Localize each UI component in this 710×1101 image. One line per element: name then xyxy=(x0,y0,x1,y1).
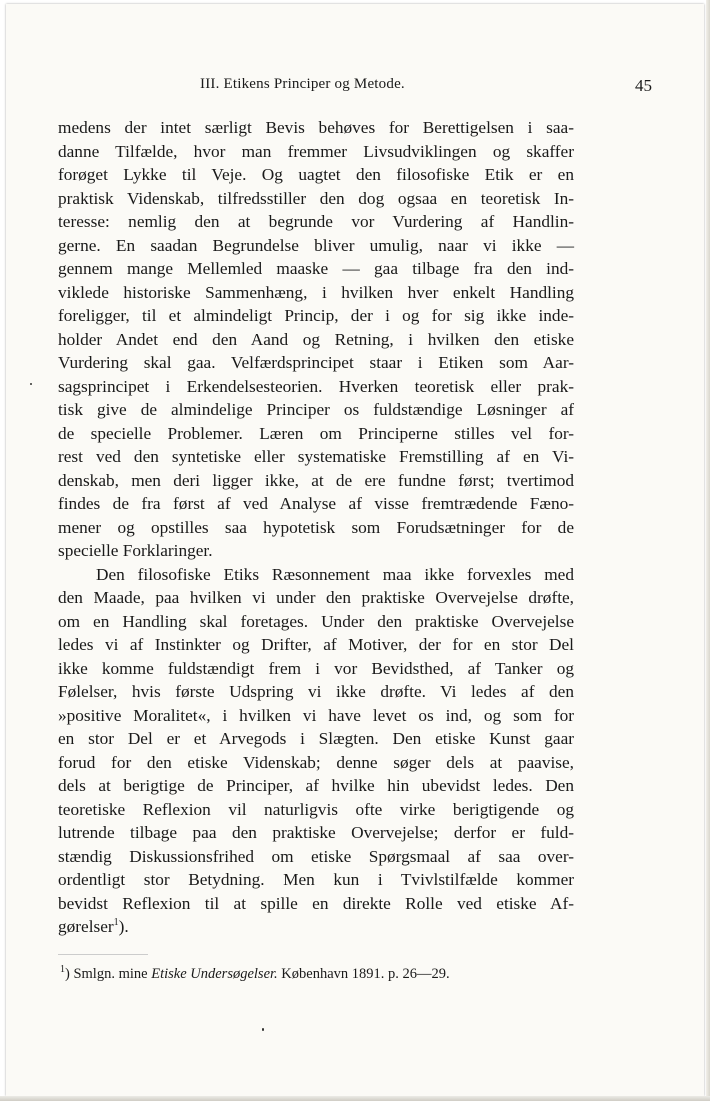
text-line: gennem mange Mellemled maaske — gaa tilbage fra den ind- xyxy=(58,259,574,278)
footnote xyxy=(60,966,450,983)
text-line: forøget Lykke til Veje. Og uagtet den filosofiske Etik er en xyxy=(58,165,574,184)
text-line: praktisk Videnskab, tilfredsstiller den dog ogsaa en teoretisk In- xyxy=(58,188,574,208)
footnote-ref: 1 xyxy=(113,917,119,929)
page-edge-bottom xyxy=(0,1096,710,1101)
body-text xyxy=(58,116,574,939)
text-line: Den filosofiske Etiks Ræsonnement maa ikke forvexles med xyxy=(96,564,574,584)
text-line: ledes vi af Instinkter og Drifter, af Motiver, der for en stor Del xyxy=(58,635,574,654)
text-line: bevidst Reflexion til at spille en direkte Rolle ved etiske Af- xyxy=(58,893,574,913)
text-line: de specielle Problemer. Læren om Principerne stilles vel for- xyxy=(58,423,574,443)
text-line: en stor Del er et Arvegods i Slægten. Den etiske Kunst gaar xyxy=(58,729,574,748)
text-line: mener og opstilles saa hypotetisk som Forudsætninger for de xyxy=(58,517,574,537)
text-line: danne Tilfælde, hvor man fremmer Livsudviklingen og skaffer xyxy=(58,141,574,161)
text-line: »positive Moralitet«, i hvilken vi have levet os ind, og som for xyxy=(58,705,574,725)
text-line: om en Handling skal foretages. Under den praktiske Overvejelse xyxy=(58,611,574,631)
text-line: teoretiske Reflexion vil naturligvis ofte virke berigtigende og xyxy=(58,799,574,819)
text-line: den Maade, paa hvilken vi under den praktiske Overvejelse drøfte, xyxy=(58,588,574,607)
text-line: rest ved den syntetiske eller systematiske Fremstilling af en Vi- xyxy=(58,447,574,466)
text-line: findes de fra først af ved Analyse af visse fremtrædende Fæno- xyxy=(58,494,574,513)
text-line-content: gørelser xyxy=(58,917,114,936)
text-line: gerne. En saadan Begrundelse bliver umulig, naar vi ikke — xyxy=(58,235,574,255)
text-line: forud for den etiske Videnskab; denne søger dels at paavise, xyxy=(58,752,574,772)
text-line: stændig Diskussionsfrihed om etiske Spørgsmaal af saa over- xyxy=(58,846,574,866)
footnote-prefix: Smlgn. mine xyxy=(73,966,152,982)
text-line: teresse: nemlig den at begrunde vor Vurdering af Handlin- xyxy=(58,212,574,231)
text-line: foreligger, til et almindeligt Princip, der i og for sig ikke inde- xyxy=(58,306,574,325)
text-line: viklede historiske Sammenhæng, i hvilken hver enkelt Handling xyxy=(58,282,574,302)
footnote-marker: 1 xyxy=(60,964,65,976)
page-number: 45 xyxy=(635,76,652,95)
print-speck xyxy=(262,1028,264,1031)
print-speck xyxy=(30,383,32,385)
footnote-suffix: København 1891. p. 26—29. xyxy=(277,966,450,982)
line-suffix: ). xyxy=(118,917,129,936)
text-line: dels at berigtige de Principer, af hvilke hin ubevidst ledes. Den xyxy=(58,776,574,795)
footnote-title: Etiske Undersøgelser. xyxy=(151,966,278,982)
page-header xyxy=(60,76,652,100)
text-line: holder Andet end den Aand og Retning, i hvilken den etiske xyxy=(58,329,574,349)
footnote-marker-paren: ) xyxy=(65,966,70,982)
text-line: medens der intet særligt Bevis behøves for Berettigelsen i saa- xyxy=(58,118,574,137)
text-line: Vurdering skal gaa. Velfærdsprincipet staar i Etiken som Aar- xyxy=(58,353,574,372)
running-title: III. Etikens Principer og Metode. xyxy=(200,76,405,92)
text-line: Følelser, hvis første Udspring vi ikke drøfte. Vi ledes af den xyxy=(58,682,574,701)
text-line: ikke komme fuldstændigt frem i vor Bevidsthed, af Tanker og xyxy=(58,658,574,678)
text-line: specielle Forklaringer. xyxy=(58,541,213,560)
text-line: lutrende tilbage paa den praktiske Overvejelse; derfor er fuld- xyxy=(58,823,574,842)
footnote-rule xyxy=(58,954,148,955)
page-edge-right xyxy=(706,0,710,1101)
text-line xyxy=(58,915,574,939)
text-line: denskab, men deri ligger ikke, at de ere fundne først; tvertimod xyxy=(58,470,574,490)
text-line: tisk give de almindelige Principer os fuldstændige Løsninger af xyxy=(58,400,574,419)
text-line: ordentligt stor Betydning. Men kun i Tvivlstilfælde kommer xyxy=(58,870,574,889)
text-line: sagsprincipet i Erkendelsesteorien. Hverken teoretisk eller prak- xyxy=(58,376,574,396)
